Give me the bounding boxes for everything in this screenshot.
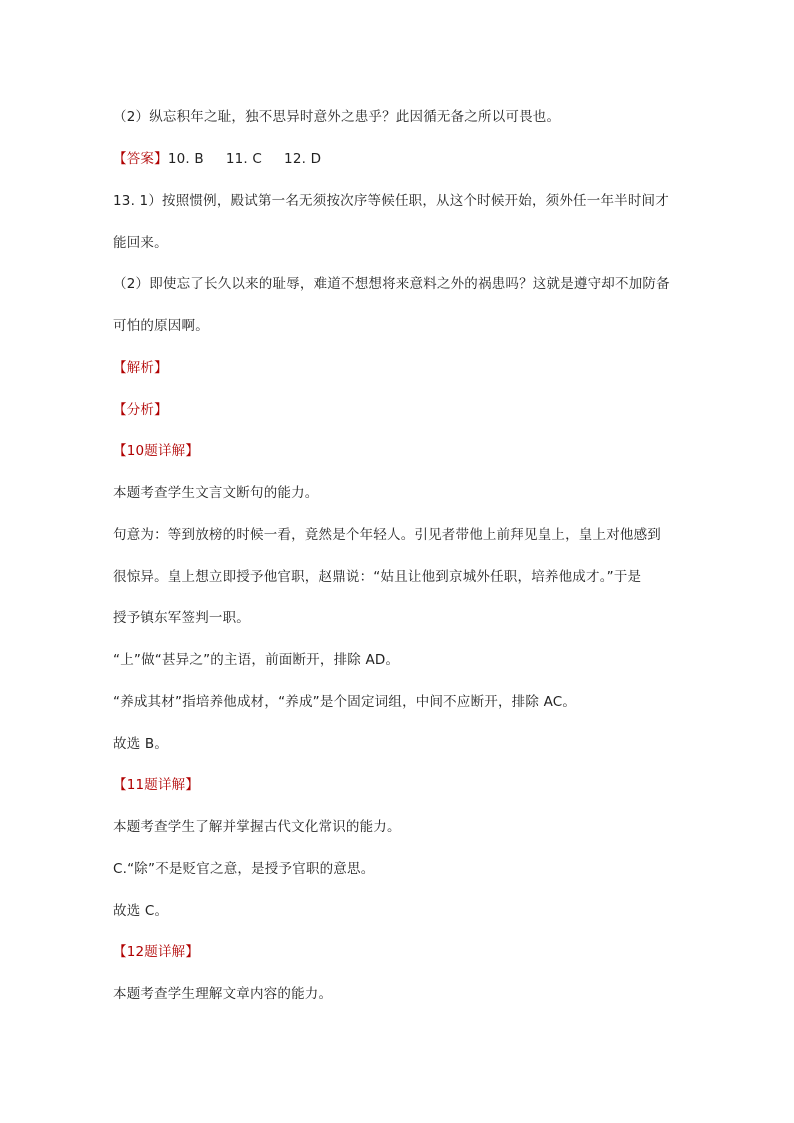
answer-tag: 【答案】 bbox=[113, 151, 168, 167]
answer-line bbox=[113, 149, 693, 169]
detail-11-tag: 【11题详解】 bbox=[113, 777, 200, 793]
detail-10-point1: “上”做“甚异之”的主语，前面断开，排除 AD。 bbox=[113, 652, 400, 668]
detail-10-point2: “养成其材”指培养他成材，“养成”是个固定词组，中间不应断开，排除 AC。 bbox=[113, 694, 577, 710]
detail-10-meaning-line3: 授予镇东军签判一职。 bbox=[113, 610, 250, 626]
detail-11-intro: 本题考查学生了解并掌握古代文化常识的能力。 bbox=[113, 819, 401, 835]
detail-10-meaning-line1: 句意为：等到放榜的时候一看，竟然是个年轻人。引见者带他上前拜见皇上，皇上对他感到 bbox=[113, 527, 661, 543]
translation-13-2-line1: （2）即使忘了长久以来的耻辱，难道不想想将来意料之外的祸患吗？这就是遵守却不加防备 bbox=[113, 276, 670, 292]
translation-13-2-line2: 可怕的原因啊。 bbox=[113, 318, 209, 334]
translation-13-1-line1: 13. 1）按照惯例，殿试第一名无须按次序等候任职，从这个时候开始，须外任一年半时间才 bbox=[113, 193, 669, 209]
answer-12: 12. D bbox=[284, 151, 322, 167]
fenxi-tag: 【分析】 bbox=[113, 402, 168, 418]
detail-10-meaning-line2: 很惊异。皇上想立即授予他官职，赵鼎说：“姑且让他到京城外任职，培养他成才。”于是 bbox=[113, 569, 642, 585]
detail-10-tag: 【10题详解】 bbox=[113, 443, 200, 459]
detail-10-choice: 故选 B。 bbox=[113, 736, 169, 752]
detail-10-intro: 本题考查学生文言文断句的能力。 bbox=[113, 485, 319, 501]
detail-11-point: C.“除”不是贬官之意，是授予官职的意思。 bbox=[113, 861, 375, 877]
analysis-tag: 【解析】 bbox=[113, 360, 168, 376]
answer-10: 10. B bbox=[167, 151, 204, 167]
q13-2-original-text: （2）纵忘积年之耻，独不思异时意外之患乎？此因循无备之所以可畏也。 bbox=[113, 109, 561, 125]
translation-13-1-line2: 能回来。 bbox=[113, 235, 168, 251]
detail-12-tag: 【12题详解】 bbox=[113, 944, 200, 960]
detail-11-choice: 故选 C。 bbox=[113, 903, 169, 919]
answer-11: 11. C bbox=[225, 151, 263, 167]
detail-12-intro: 本题考查学生理解文章内容的能力。 bbox=[113, 986, 333, 1002]
